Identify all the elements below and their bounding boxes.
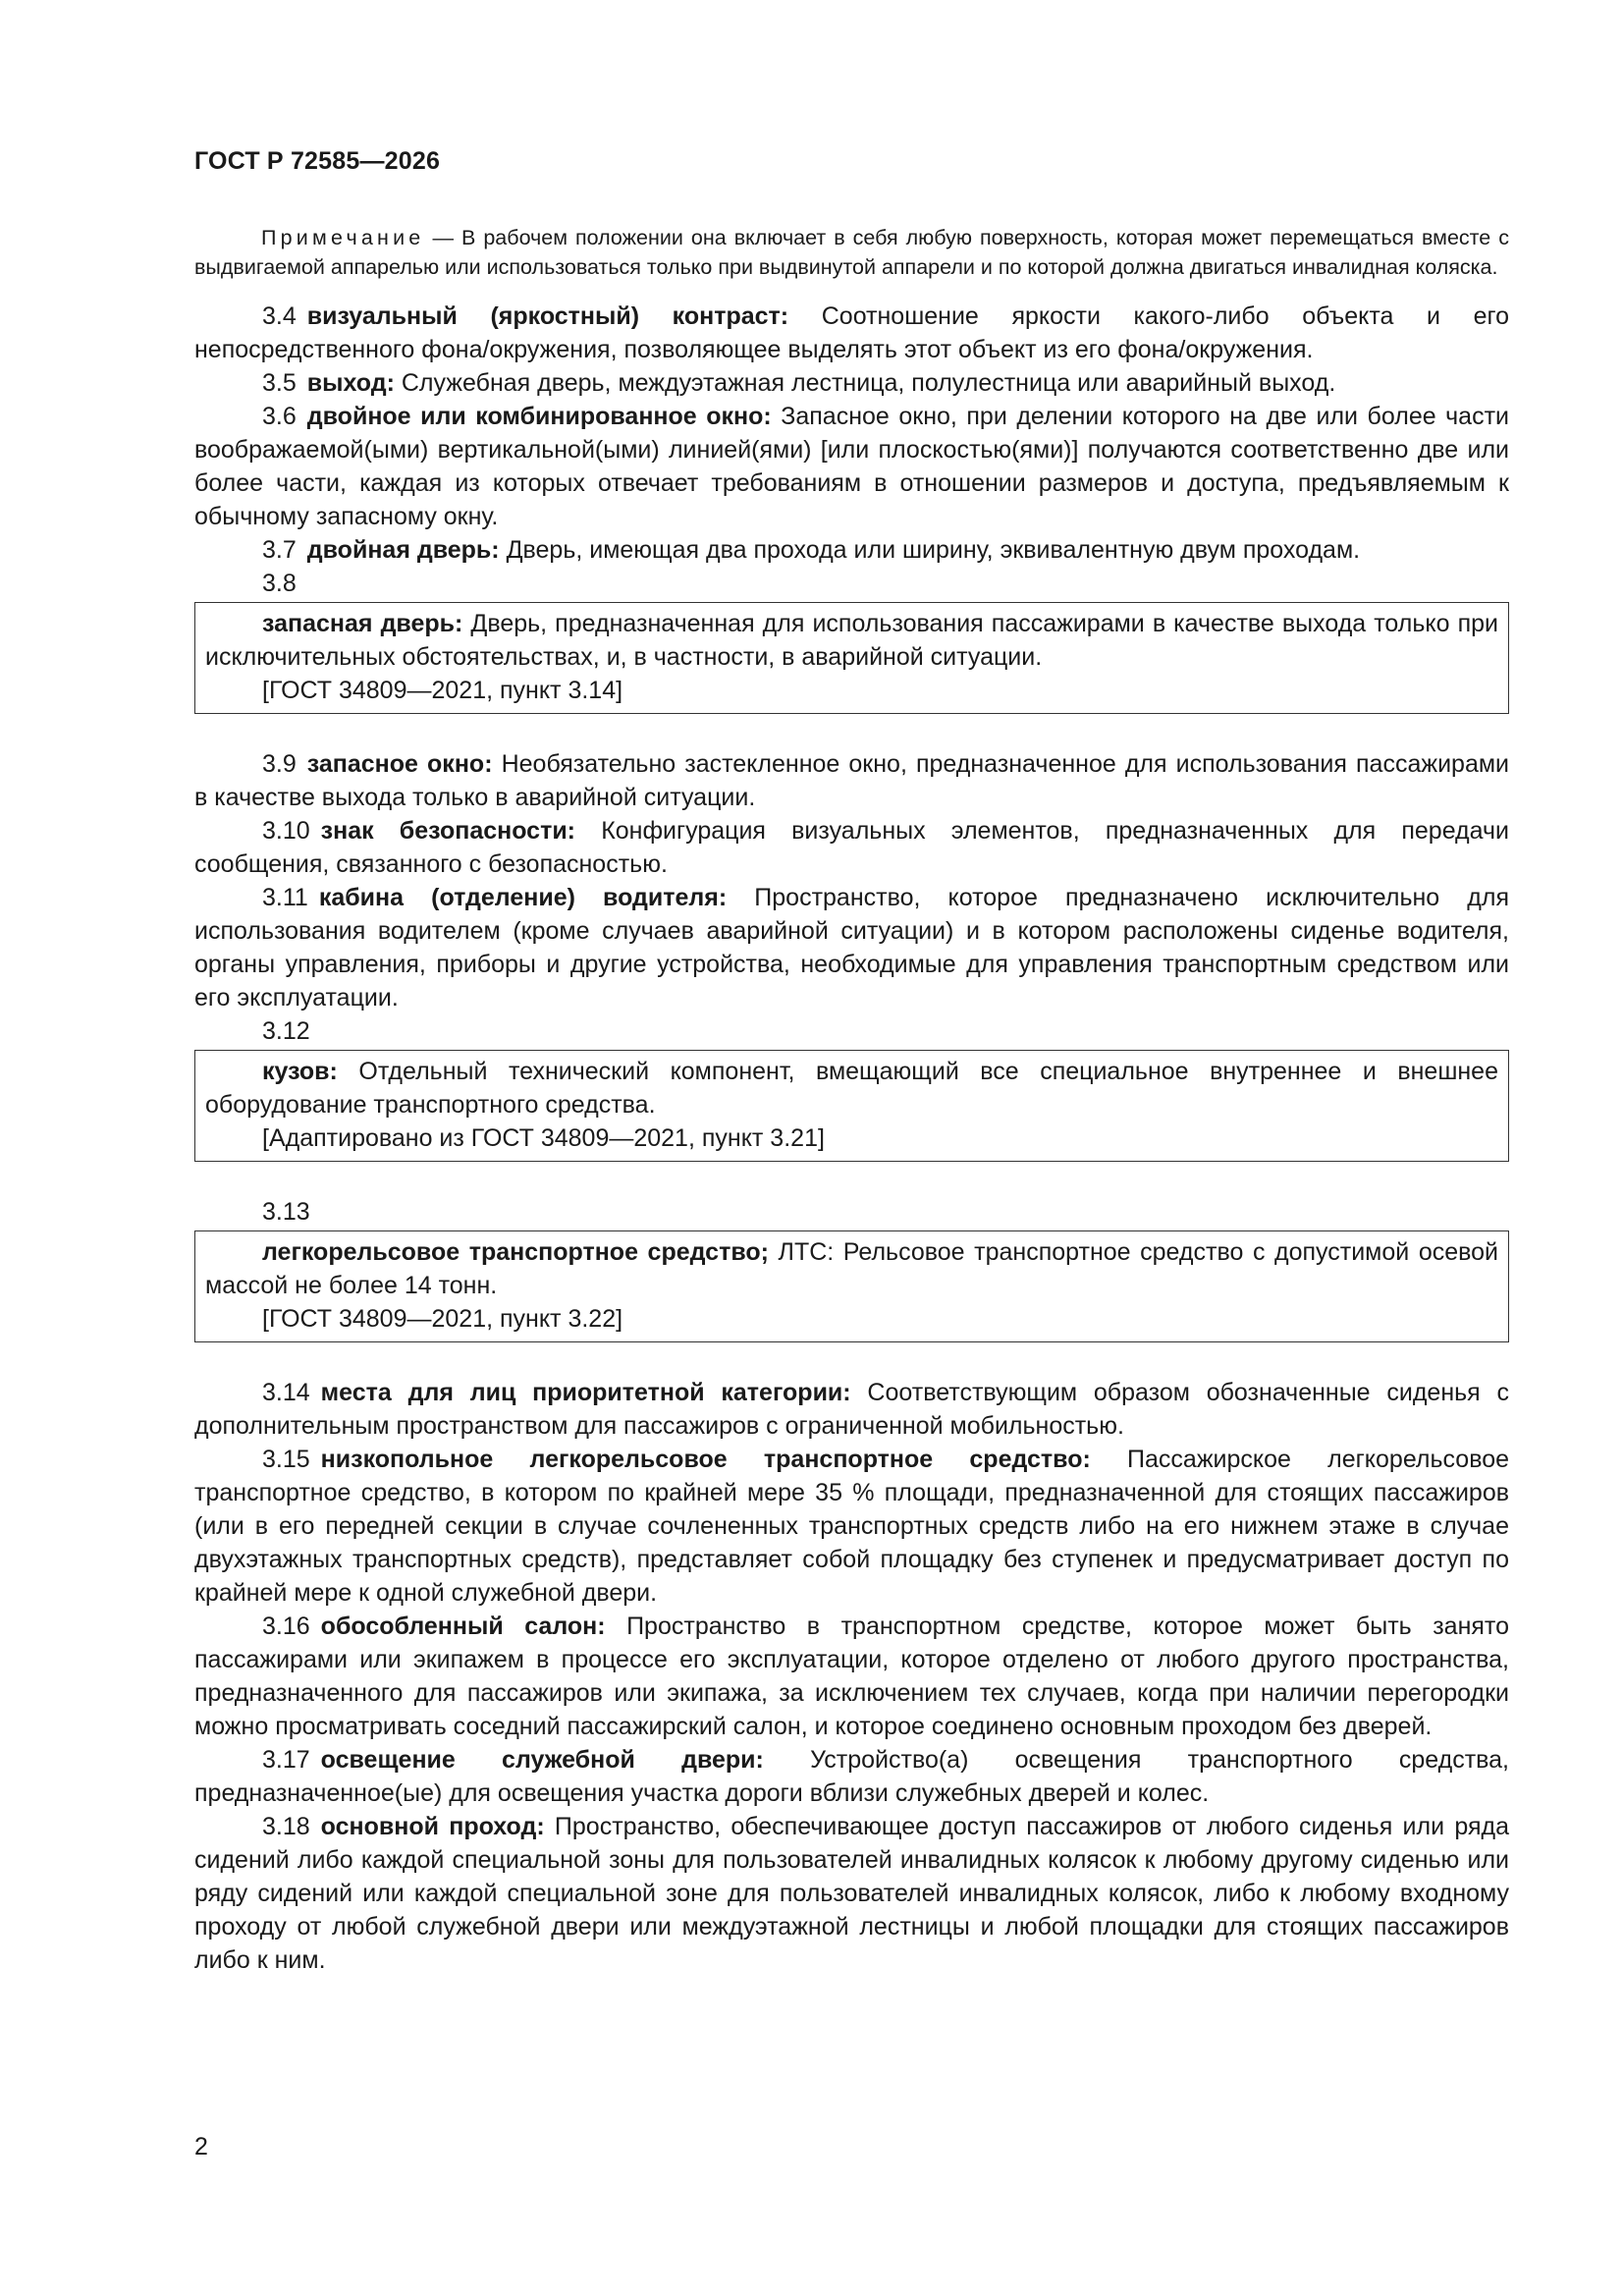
term-number: 3.18 [262,1813,310,1840]
term-3-14 [194,1376,1509,1443]
term-3-12-number: 3.12 [262,1017,310,1045]
term-definition: Конфигурация визуальных элементов, предназначенных для передачи сообщения, связанного с безопасностью. [194,817,1509,878]
term-3-8-definition [205,607,1498,674]
term-definition: Соответствующим образом обозначенные сиденья с дополнительным пространством для пассажиров с ограниченной мобильностью. [194,1379,1510,1440]
term-3-6 [194,400,1509,533]
term-definition: Соотношение яркости какого-либо объекта и его непосредственного фона/окружения, позволяющее выделять этот объект из его фона/окружения. [194,302,1509,363]
term-title: двойное или комбинированное окно: [306,403,772,430]
term-title: запасная дверь: [262,610,463,637]
term-3-8-source: [ГОСТ 34809—2021, пункт 3.14] [262,677,623,704]
term-3-13-source: [ГОСТ 34809—2021, пункт 3.22] [262,1305,623,1333]
term-definition: Пассажирское легкорельсовое транспортное средство, в котором по крайней мере 35 % площади, предназначенной для стоящих пассажиров (или в его передней секции в случае сочлененных транспортных средств либо на его нижнем этаже в случае двухэтажных транспортных средств), представляет собой площадку без ступенек и предусматривает доступ по крайней мере к одной служебной двери. [194,1446,1510,1607]
term-definition: Пространство, обеспечивающее доступ пассажиров от любого сиденья или ряда сидений либо каждой специальной зоны для пользователей инвалидных колясок к любому другому сиденью или ряду сидений или каждой специальной зоне для пользователей инвалидных колясок, либо к любому входному проходу от любой служебной двери или междуэтажной лестницы и любой площадки для стоящих пассажиров либо к ним. [194,1813,1509,1974]
term-3-16 [194,1610,1509,1743]
term-3-10 [194,814,1509,881]
document-body [194,223,1509,1977]
term-number: 3.9 [262,750,297,778]
term-number: 3.4 [262,302,297,330]
term-number: 3.7 [262,536,297,564]
term-definition: Пространство в транспортном средстве, которое может быть занято пассажирами или экипажем в процессе его эксплуатации, которое отделено от любого другого пространства, предназначенного для пассажиров или экипажа, за исключением тех случаев, когда при наличии перегородки можно просматривать соседний пассажирский салон, и которое соединено основным проходом без дверей. [194,1613,1509,1740]
term-title: двойная дверь: [306,536,500,564]
term-3-12-definition [205,1055,1498,1121]
term-3-13-box [194,1230,1509,1342]
spacer [194,714,1509,747]
term-3-11 [194,881,1509,1014]
term-definition: Запасное окно, при делении которого на две или более части воображаемой(ыми) вертикальной(ыми) линией(ями) [или плоскостью(ями)] получаются соответственно две или более части, каждая из которых отвечает требованиям в отношении размеров и доступа, предъявляемым к обычному запасному окну. [194,403,1510,530]
term-3-13-number: 3.13 [262,1198,310,1226]
term-definition: Устройство(а) освещения транспортного средства, предназначенное(ые) для освещения участка дороги вблизи служебных дверей и колес. [194,1746,1509,1807]
term-3-8-box [194,602,1509,714]
term-number: 3.17 [262,1746,310,1774]
term-title: кабина (отделение) водителя: [318,884,728,911]
term-3-12-source: [Адаптировано из ГОСТ 34809—2021, пункт 3.21] [262,1124,825,1152]
term-definition: Необязательно застекленное окно, предназначенное для использования пассажирами в качестве выхода только в аварийной ситуации. [194,750,1509,811]
term-number: 3.16 [262,1613,310,1640]
term-3-5 [194,366,1509,400]
term-definition: Отдельный технический компонент, вмещающий все специальное внутреннее и внешнее оборудование транспортного средства. [205,1058,1498,1119]
term-title: визуальный (яркостный) контраст: [306,302,789,330]
note-paragraph [194,223,1509,282]
term-title: обособленный салон: [320,1613,606,1640]
term-3-12-box [194,1050,1509,1162]
term-number: 3.10 [262,817,310,845]
note-label: Примечание [261,226,425,249]
document-header: ГОСТ Р 72585—2026 [194,147,441,175]
term-3-9 [194,747,1509,814]
term-number: 3.15 [262,1446,310,1473]
term-3-13-definition [205,1235,1498,1302]
term-title: выход: [306,369,395,397]
term-definition: Пространство, которое предназначено исключительно для использования водителем (кроме случаев аварийной ситуации) и в котором расположены сиденье водителя, органы управления, приборы и другие устройства, необходимые для управления транспортным средством или его эксплуатации. [194,884,1509,1011]
spacer [194,1342,1509,1376]
term-title: запасное окно: [306,750,493,778]
term-definition: Служебная дверь, междуэтажная лестница, полулестница или аварийный выход. [394,369,1336,397]
term-3-15 [194,1443,1509,1610]
term-3-7 [194,533,1509,567]
term-definition: Дверь, предназначенная для использования пассажирами в качестве выхода только при исключительных обстоятельствах, и, в частности, в аварийной ситуации. [205,610,1498,671]
term-title: места для лиц приоритетной категории: [320,1379,851,1406]
term-3-18 [194,1810,1509,1977]
term-number: 3.6 [262,403,297,430]
term-title: низкопольное легкорельсовое транспортное средство: [320,1446,1091,1473]
term-definition: Дверь, имеющая два прохода или ширину, эквивалентную двум проходам. [499,536,1361,564]
term-title: освещение служебной двери: [320,1746,764,1774]
term-title: кузов: [262,1058,338,1085]
term-number: 3.11 [262,884,308,911]
spacer [194,1162,1509,1195]
term-3-8-number: 3.8 [262,570,297,597]
term-title: знак безопасности: [320,817,576,845]
term-3-17 [194,1743,1509,1810]
term-title: основной проход: [320,1813,545,1840]
term-title: легкорельсовое транспортное средство; [262,1238,769,1266]
note-text: — В рабочем положении она включает в себя любую поверхность, которая может перемещаться вместе с выдвигаемой аппарелью или использоваться только при выдвинутой аппарели и по которой должна двигаться инвалидная коляска. [194,226,1509,279]
term-definition: ЛТС: Рельсовое транспортное средство с допустимой осевой массой не более 14 тонн. [205,1238,1499,1299]
page-number: 2 [194,2133,208,2160]
term-3-4 [194,300,1509,366]
term-number: 3.14 [262,1379,310,1406]
term-number: 3.5 [262,369,297,397]
